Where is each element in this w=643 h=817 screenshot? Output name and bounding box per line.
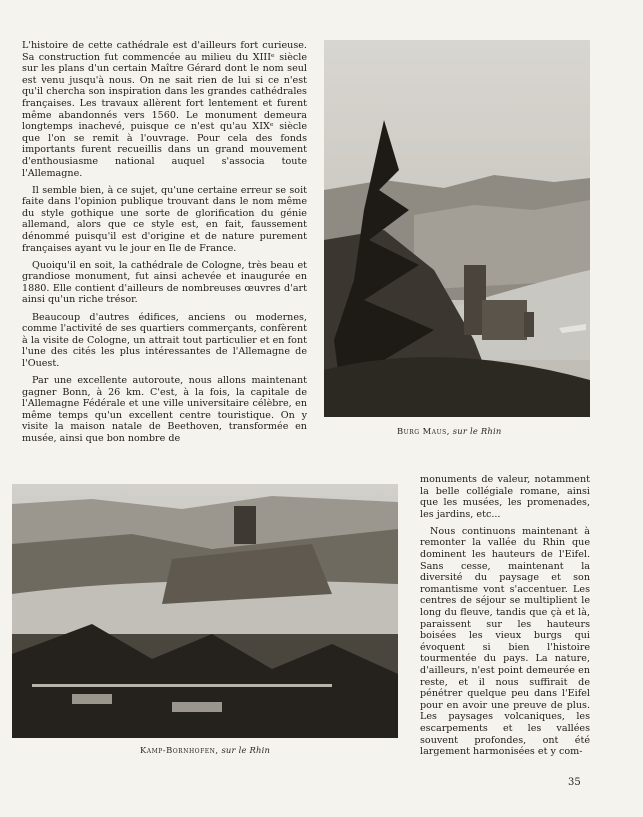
paragraph: Par une excellente autoroute, nous allons maintenant gagner Bonn, à 26 km. C'est, à la fois, la capitale de l'Allemagne Fédérale et une ville universitaire célèbre, en même temps qu'un excellent centre touristique. On y visite la maison natale de Beethoven, transformée en musée, ainsi que bon nombre de	[22, 375, 307, 444]
paragraph: Quoiqu'il en soit, la cathédrale de Cologne, très beau et grandiose monument, fut ainsi achevée et inaugurée en 1880. Elle contient d'ailleurs de nombreuses œuvres d'art ainsi qu'un riche trésor.	[22, 259, 307, 306]
caption-river: sur le Rhin	[452, 426, 502, 436]
kamp-bornhofen-photo	[12, 484, 398, 738]
caption-place: Kamp-Bornhofen,	[140, 745, 219, 755]
paragraph: Nous continuons maintenant à remonter la vallée du Rhin que dominent les hauteurs de l'Eifel. Sans cesse, maintenant la diversité du paysage et son romantisme vont s'accentuer. Les centres de séjour se multiplient le long du fleuve, tandis que çà et là, paraissent sur les hauteurs boisées les vieux burgs qui évoquent si bien l'histoire tourmentée du pays. La nature, d'ailleurs, n'est point demeurée en reste, et il nous suffirait de pénétrer quelque peu dans l'Eifel pour en avoir une preuve de plus. Les paysages volcaniques, les escarpements et les vallées souvent profondes, ont été largement harmonisées et y com-	[420, 525, 590, 758]
top-text-column	[22, 40, 307, 450]
paragraph: Beaucoup d'autres édifices, anciens ou modernes, comme l'activité de ses quartiers commerçants, confèrent à la visite de Cologne, un attrait tout particulier et en font l'une des cités les plus intéressantes de l'Allemagne de l'Ouest.	[22, 311, 307, 369]
paragraph: Il semble bien, à ce sujet, qu'une certaine erreur se soit faite dans l'opinion publique trouvant dans le nom même du style gothique une sorte de glorification du génie allemand, alors que ce style est, en fait, faussement dénommé puisqu'il est d'origine et de nature purement françaises ayant vu le jour en Ile de France.	[22, 184, 307, 254]
burg-maus-caption	[397, 426, 501, 436]
burg-maus-photo	[324, 40, 590, 417]
caption-river: sur le Rhin	[221, 745, 271, 755]
paragraph: monuments de valeur, notamment la belle collégiale romane, ainsi que les musées, les promenades, les jardins, etc...	[420, 474, 590, 520]
paragraph: L'histoire de cette cathédrale est d'ailleurs fort curieuse. Sa construction fut commencée au milieu du XIIIᵉ siècle sur les plans d'un certain Maître Gérard dont le nom seul est venu jusqu'à nous. On ne sait rien de lui si ce n'est qu'il chercha son inspiration dans les grandes cathédrales françaises. Les travaux allèrent fort lentement et furent même abandonnés vers 1560. Le monument demeura longtemps inachevé, puisque ce n'est qu'au XIXᵉ siècle que l'on se remit à l'ouvrage. Pour cela des fonds importants furent recueillis dans un grand mouvement d'enthousiasme national auquel s'associa toute l'Allemagne.	[22, 40, 307, 179]
page-number: 35	[568, 777, 581, 788]
caption-place: Burg Maus,	[397, 426, 450, 436]
bottom-text-column	[420, 474, 590, 763]
kamp-bornhofen-caption	[140, 745, 270, 755]
